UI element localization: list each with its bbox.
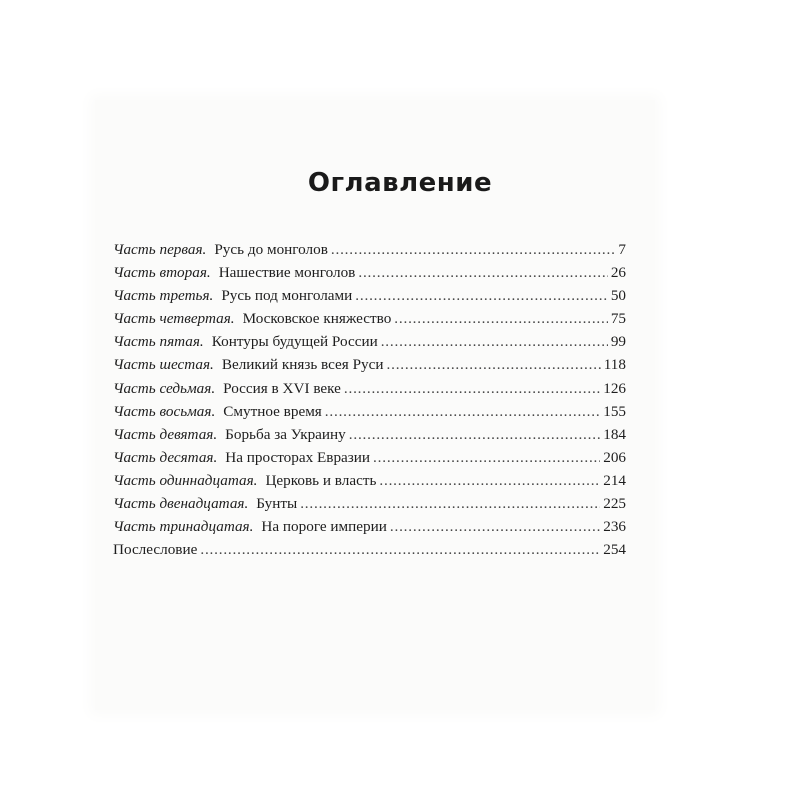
toc-part-label: Часть восьмая.: [113, 402, 216, 420]
toc-part-label: Часть первая.: [113, 241, 207, 258]
toc-entry: [113, 446, 626, 469]
toc-entry: [113, 538, 626, 561]
toc-chapter-title: Послесловие: [113, 541, 198, 559]
dot-leader: [381, 330, 608, 353]
toc-chapter-title: Русь под монголами: [221, 287, 353, 305]
toc-chapter-title: Борьба за Украину: [225, 425, 346, 443]
dot-leader: [331, 238, 616, 261]
toc-entry: [113, 469, 626, 492]
dot-leader: [355, 284, 608, 307]
toc-chapter-title: Россия в XVI веке: [223, 379, 341, 397]
toc-chapter-title: Великий князь всея Руси: [221, 356, 384, 374]
toc-part-label: Часть четвертая.: [113, 310, 235, 328]
toc-entry: [113, 492, 626, 515]
toc-page-number: 254: [603, 541, 626, 559]
table-of-contents: [113, 238, 626, 561]
toc-part-label: Часть тринадцатая.: [113, 518, 254, 536]
toc-entry: [113, 284, 626, 307]
toc-entry: [113, 400, 626, 423]
toc-part-label: Часть третья.: [113, 287, 214, 305]
dot-leader: [344, 377, 600, 400]
toc-chapter-title: На пороге империи: [261, 518, 387, 536]
toc-chapter-title: Нашествие монголов: [218, 264, 356, 282]
toc-entry: [113, 423, 626, 446]
dot-leader: [379, 469, 600, 492]
toc-entry: [113, 515, 626, 538]
toc-page-number: 99: [610, 333, 626, 351]
toc-entry: [113, 238, 626, 261]
dot-leader: [373, 446, 600, 469]
toc-page-number: 26: [610, 264, 626, 282]
page-title: Оглавление: [307, 168, 493, 198]
toc-entry: [113, 353, 626, 376]
toc-page-number: 225: [603, 495, 626, 513]
toc-chapter-title: Церковь и власть: [265, 471, 377, 489]
toc-part-label: Часть двенадцатая.: [113, 495, 249, 513]
dot-leader: [358, 261, 607, 284]
toc-entry: [113, 307, 626, 330]
toc-page-number: 118: [603, 356, 626, 374]
dot-leader: [394, 307, 608, 330]
dot-leader: [300, 492, 600, 515]
toc-page-number: 214: [603, 471, 626, 489]
toc-part-label: Часть шестая.: [113, 356, 214, 374]
toc-page-number: 126: [603, 379, 626, 397]
toc-page-number: 184: [603, 425, 626, 443]
toc-part-label: Часть девятая.: [113, 425, 218, 443]
toc-part-label: Часть одиннадцатая.: [113, 471, 258, 489]
toc-part-label: Часть пятая.: [113, 333, 204, 351]
toc-page-number: 7: [618, 241, 626, 258]
toc-page-number: 75: [610, 310, 626, 328]
dot-leader: [200, 538, 600, 561]
dot-leader: [390, 515, 600, 538]
toc-entry: [113, 261, 626, 284]
toc-chapter-title: Контуры будущей России: [211, 333, 378, 351]
toc-chapter-title: На просторах Евразии: [225, 448, 371, 466]
toc-page-number: 155: [603, 402, 626, 420]
toc-chapter-title: Русь до монголов: [214, 241, 328, 258]
toc-part-label: Часть десятая.: [113, 448, 218, 466]
toc-page-number: 50: [610, 287, 626, 305]
toc-page-number: 236: [603, 518, 626, 536]
dot-leader: [325, 400, 600, 423]
toc-entry: [113, 377, 626, 400]
toc-chapter-title: Московское княжество: [242, 310, 392, 328]
dot-leader: [387, 353, 601, 376]
toc-page-number: 206: [603, 448, 626, 466]
toc-chapter-title: Бунты: [256, 495, 298, 513]
toc-chapter-title: Смутное время: [223, 402, 322, 420]
toc-entry: [113, 330, 626, 353]
dot-leader: [349, 423, 600, 446]
toc-part-label: Часть вторая.: [113, 264, 211, 282]
toc-part-label: Часть седьмая.: [113, 379, 216, 397]
